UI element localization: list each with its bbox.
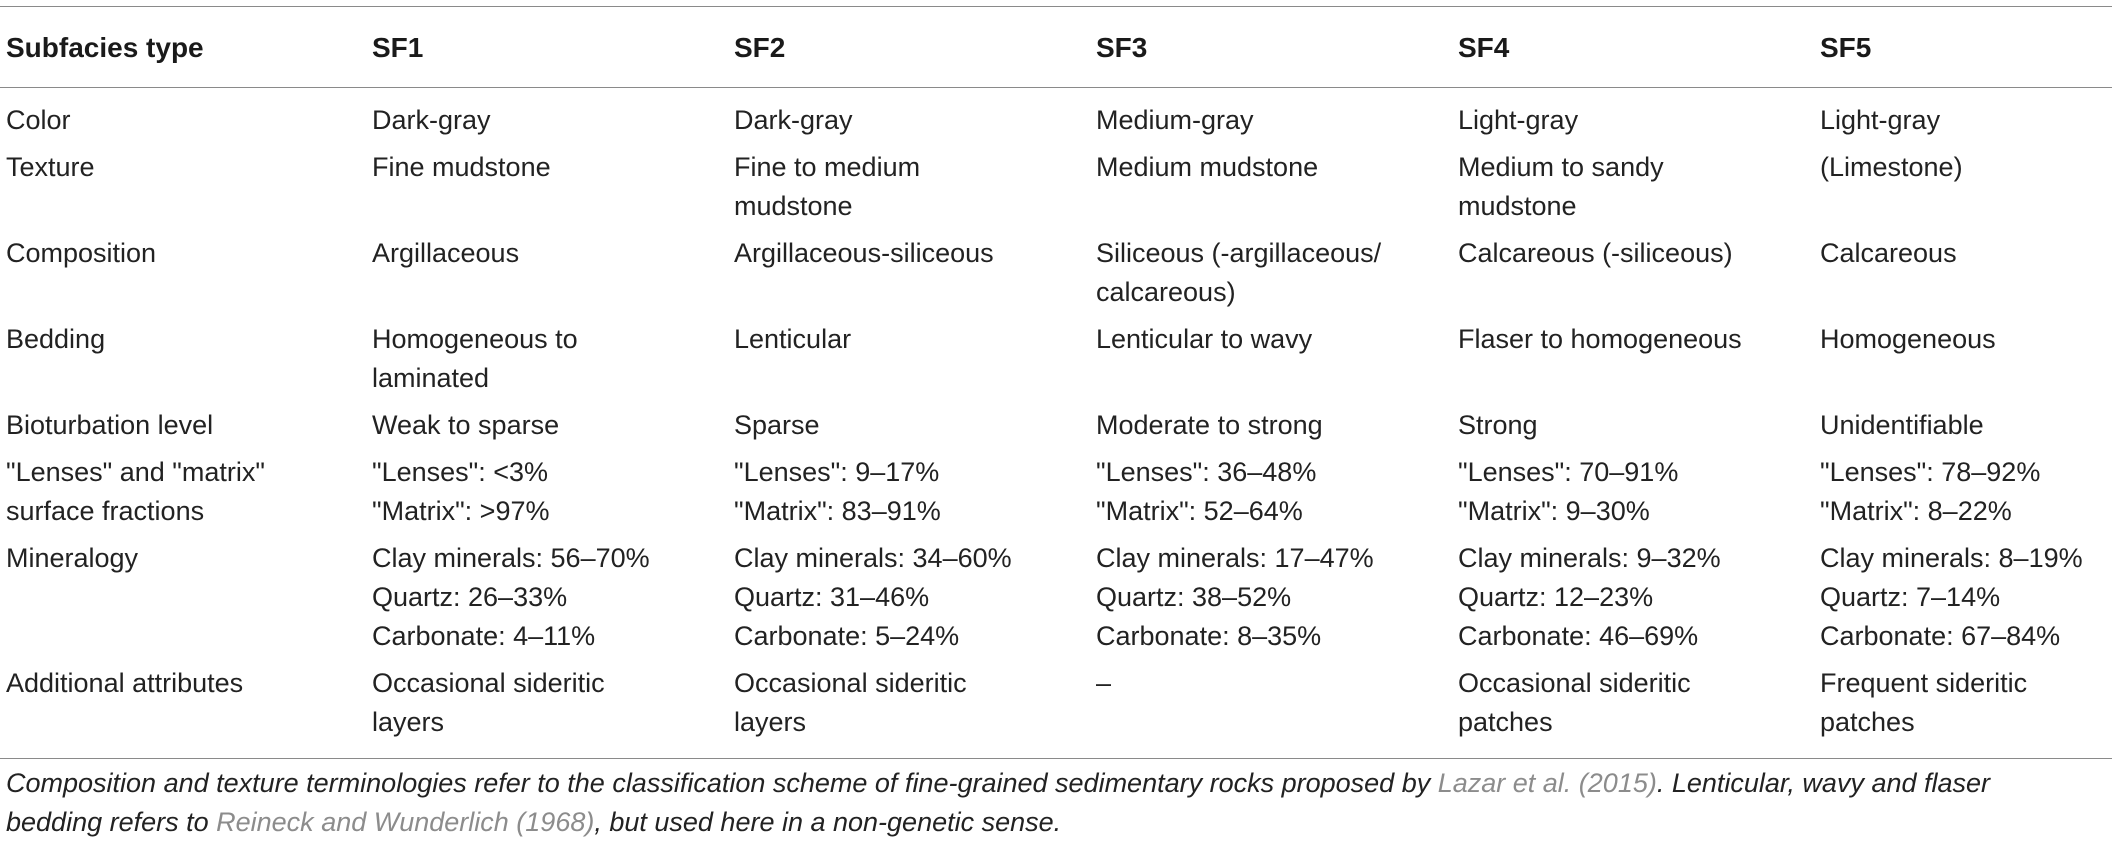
table-cell-sf4: [1452, 453, 1814, 539]
table-cell-sf3: [1090, 664, 1452, 759]
table-cell-sf1: [366, 234, 728, 320]
cell-line: Homogeneous to: [372, 324, 578, 354]
cell-line: Fine to medium: [734, 152, 921, 182]
table-cell-sf1: [366, 406, 728, 453]
table-row: [0, 148, 2112, 234]
table-cell-sf4: [1452, 320, 1814, 406]
header-row: [0, 7, 2112, 88]
table-cell-sf2: [728, 406, 1090, 453]
cell-line: "Matrix": 9–30%: [1458, 496, 1650, 526]
cell-line: Homogeneous: [1820, 324, 1996, 354]
table-cell-sf3: [1090, 406, 1452, 453]
row-label: Additional attributes: [6, 668, 244, 698]
table-row: [0, 406, 2112, 453]
table-cell-sf4: [1452, 88, 1814, 149]
reference-link-lazar[interactable]: Lazar et al. (2015): [1437, 768, 1657, 798]
reference-link-reineck[interactable]: Reineck and Wunderlich (1968): [216, 807, 595, 837]
cell-line: –: [1096, 668, 1112, 698]
table-row: [0, 453, 2112, 539]
table-cell-sf2: [728, 88, 1090, 149]
cell-line: Quartz: 12–23%: [1458, 582, 1654, 612]
table-cell-sf5: [1814, 234, 2112, 320]
cell-line: patches: [1458, 707, 1553, 737]
cell-line: "Lenses": <3%: [372, 457, 549, 487]
table-header: [0, 7, 2112, 88]
table-cell-sf2: [728, 539, 1090, 664]
row-label: Bedding: [6, 324, 106, 354]
cell-line: Medium mudstone: [1096, 152, 1319, 182]
table-cell-sf1: [366, 320, 728, 406]
cell-line: Carbonate: 8–35%: [1096, 621, 1322, 651]
table-cell-sf1: [366, 664, 728, 759]
cell-line: "Matrix": 52–64%: [1096, 496, 1303, 526]
cell-line: Light-gray: [1820, 105, 1941, 135]
cell-line: Quartz: 7–14%: [1820, 582, 2001, 612]
table-cell-sf5: [1814, 453, 2112, 539]
table-cell-sf3: [1090, 88, 1452, 149]
cell-line: laminated: [372, 363, 490, 393]
cell-line: layers: [372, 707, 445, 737]
cell-line: Frequent sideritic: [1820, 668, 2028, 698]
table-cell-sf1: [366, 148, 728, 234]
table-cell-sf3: [1090, 234, 1452, 320]
cell-line: Carbonate: 46–69%: [1458, 621, 1699, 651]
table-cell-sf4: [1452, 234, 1814, 320]
table-cell-sf1: [366, 453, 728, 539]
table-body: [0, 88, 2112, 759]
cell-line: "Matrix": 8–22%: [1820, 496, 2012, 526]
table-cell-sf2: [728, 320, 1090, 406]
cell-line: "Lenses": 9–17%: [734, 457, 940, 487]
row-label-line: surface fractions: [6, 496, 205, 526]
footnote-text-4: , but used here in a non-genetic sense.: [594, 807, 1062, 837]
row-label: Texture: [6, 152, 95, 182]
cell-line: layers: [734, 707, 807, 737]
table-cell-sf4: [1452, 664, 1814, 759]
table-cell-sf5: [1814, 406, 2112, 453]
table-row: [0, 88, 2112, 149]
cell-line: "Lenses": 36–48%: [1096, 457, 1317, 487]
cell-line: Weak to sparse: [372, 410, 560, 440]
table-cell-sf4: [1452, 148, 1814, 234]
table-footnote: [6, 764, 2106, 842]
cell-line: mudstone: [1458, 191, 1577, 221]
cell-line: Lenticular: [734, 324, 852, 354]
cell-line: Medium to sandy: [1458, 152, 1664, 182]
cell-line: Clay minerals: 56–70%: [372, 543, 650, 573]
cell-line: Fine mudstone: [372, 152, 551, 182]
cell-line: Clay minerals: 17–47%: [1096, 543, 1374, 573]
cell-line: Calcareous (-siliceous): [1458, 238, 1733, 268]
cell-line: Quartz: 26–33%: [372, 582, 568, 612]
table-cell-sf1: [366, 539, 728, 664]
table-cell-sf5: [1814, 88, 2112, 149]
row-label-line: "Lenses" and "matrix": [6, 457, 265, 487]
cell-line: Moderate to strong: [1096, 410, 1323, 440]
cell-line: Clay minerals: 9–32%: [1458, 543, 1721, 573]
cell-line: Flaser to homogeneous: [1458, 324, 1742, 354]
table-cell-sf5: [1814, 320, 2112, 406]
row-label: Color: [6, 105, 71, 135]
cell-line: patches: [1820, 707, 1915, 737]
table-cell-sf4: [1452, 539, 1814, 664]
row-label: [0, 453, 366, 539]
table-cell-sf2: [728, 453, 1090, 539]
table-row: [0, 539, 2112, 664]
cell-line: Carbonate: 4–11%: [372, 621, 596, 651]
footnote-text-3: bedding refers to: [6, 807, 217, 837]
cell-line: "Lenses": 78–92%: [1820, 457, 2041, 487]
cell-line: calcareous): [1096, 277, 1236, 307]
table-cell-sf2: [728, 664, 1090, 759]
table-row: [0, 664, 2112, 759]
cell-line: Calcareous: [1820, 238, 1957, 268]
table-cell-sf3: [1090, 320, 1452, 406]
cell-line: Argillaceous-siliceous: [734, 238, 994, 268]
cell-line: Argillaceous: [372, 238, 520, 268]
cell-line: Clay minerals: 8–19%: [1820, 543, 2083, 573]
cell-line: Occasional sideritic: [1458, 668, 1691, 698]
header-subfacies-type: Subfacies type: [6, 32, 204, 63]
cell-line: Clay minerals: 34–60%: [734, 543, 1012, 573]
cell-line: Quartz: 38–52%: [1096, 582, 1292, 612]
table-cell-sf5: [1814, 148, 2112, 234]
cell-line: Carbonate: 67–84%: [1820, 621, 2061, 651]
cell-line: Carbonate: 5–24%: [734, 621, 960, 651]
table-cell-sf4: [1452, 406, 1814, 453]
footnote-text-1: Composition and texture terminologies refer to the classification scheme of fine-grained sedimentary rocks proposed by: [6, 768, 1438, 798]
row-label: Bioturbation level: [6, 410, 214, 440]
cell-line: Dark-gray: [372, 105, 491, 135]
table-cell-sf2: [728, 148, 1090, 234]
cell-line: (Limestone): [1820, 152, 1963, 182]
table-cell-sf3: [1090, 453, 1452, 539]
cell-line: Medium-gray: [1096, 105, 1254, 135]
table-cell-sf5: [1814, 539, 2112, 664]
table-row: [0, 234, 2112, 320]
cell-line: Siliceous (-argillaceous/: [1096, 238, 1382, 268]
cell-line: "Lenses": 70–91%: [1458, 457, 1679, 487]
header-sf3: SF3: [1096, 32, 1148, 63]
row-label: Composition: [6, 238, 157, 268]
header-sf5: SF5: [1820, 32, 1872, 63]
header-sf2: SF2: [734, 32, 786, 63]
table-cell-sf1: [366, 88, 728, 149]
subfacies-table: [0, 6, 2112, 759]
header-sf1: SF1: [372, 32, 424, 63]
header-sf4: SF4: [1458, 32, 1510, 63]
table-row: [0, 320, 2112, 406]
table-cell-sf2: [728, 234, 1090, 320]
cell-line: Lenticular to wavy: [1096, 324, 1313, 354]
cell-line: Quartz: 31–46%: [734, 582, 930, 612]
table-cell-sf3: [1090, 148, 1452, 234]
cell-line: mudstone: [734, 191, 853, 221]
cell-line: Light-gray: [1458, 105, 1579, 135]
footnote-text-2: . Lenticular, wavy and flaser: [1656, 768, 1991, 798]
row-label: Mineralogy: [6, 543, 139, 573]
table-cell-sf5: [1814, 664, 2112, 759]
cell-line: Occasional sideritic: [372, 668, 605, 698]
table-cell-sf3: [1090, 539, 1452, 664]
cell-line: Unidentifiable: [1820, 410, 1984, 440]
cell-line: Strong: [1458, 410, 1538, 440]
cell-line: Dark-gray: [734, 105, 853, 135]
cell-line: "Matrix": >97%: [372, 496, 550, 526]
cell-line: Sparse: [734, 410, 820, 440]
cell-line: "Matrix": 83–91%: [734, 496, 941, 526]
cell-line: Occasional sideritic: [734, 668, 967, 698]
